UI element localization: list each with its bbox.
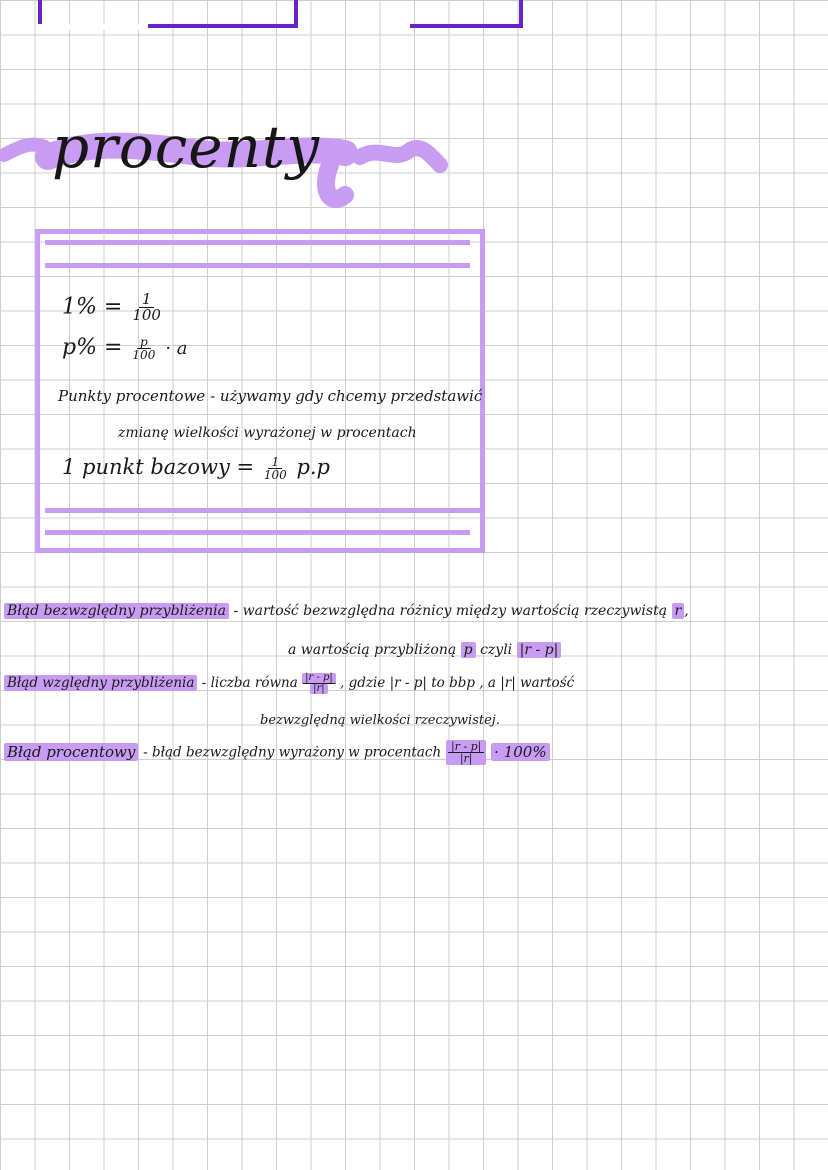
- formula-p-percent: [62, 335, 188, 361]
- box-top-bar-2: [45, 263, 470, 268]
- highlighted-term: Błąd bezwzględny przybliżenia: [4, 603, 229, 619]
- fraction: [446, 740, 486, 765]
- fraction-denominator: 100: [263, 468, 287, 482]
- definition: bezwzględną wielkości rzeczywistej.: [260, 713, 500, 728]
- highlighted-term: Błąd względny przybliżenia: [4, 675, 197, 691]
- fraction-numerator: 1: [139, 292, 155, 308]
- title-area: [0, 95, 460, 220]
- definition: , gdzie |r - p| to bbp , a |r| wartość: [340, 675, 575, 691]
- fraction-denominator: |r|: [459, 752, 473, 765]
- box-bottom-bar: [45, 508, 480, 513]
- formula-basis-point: [62, 455, 330, 481]
- highlighted-formula: |r - p|: [517, 642, 562, 658]
- definition: - błąd bezwzględny wyrażony w procentach: [143, 744, 442, 761]
- definition: - używamy gdy chcemy przedstawić: [210, 387, 483, 405]
- definition: - wartość bezwzględna różnicy między wartością rzeczywistą: [233, 603, 668, 619]
- fraction-denominator: 100: [132, 347, 156, 362]
- fraction-numerator: |r - p|: [448, 741, 484, 753]
- formula-lhs: 1% =: [62, 294, 123, 320]
- fraction: [302, 673, 336, 694]
- formula-rhs: p.p: [296, 455, 330, 479]
- relative-error-definition-line2: [260, 713, 500, 728]
- fraction-numerator: |r - p|: [302, 673, 336, 684]
- relative-error-definition: [4, 673, 574, 694]
- fraction-numerator: 1: [268, 456, 282, 469]
- page-title: procenty: [52, 113, 321, 181]
- highlighted-formula: · 100%: [491, 743, 549, 761]
- formula-lhs: 1 punkt bazowy =: [62, 455, 255, 479]
- connector-word: czyli: [480, 642, 513, 658]
- absolute-error-definition: [4, 603, 689, 619]
- fraction-denominator: 100: [132, 306, 161, 324]
- percentage-points-definition-line2: [118, 425, 417, 441]
- fraction: [129, 292, 164, 323]
- highlighted-symbol: r: [672, 603, 685, 619]
- absolute-error-definition-line2: [288, 642, 561, 658]
- box-bottom-bar-2: [45, 530, 470, 535]
- formula-rhs: · a: [165, 338, 188, 359]
- fraction: [261, 456, 290, 481]
- definition: zmianę wielkości wyrażonej w procentach: [118, 425, 417, 441]
- term: Punkty procentowe: [58, 387, 206, 405]
- punctuation: ,: [684, 603, 689, 619]
- bracket-gap: [38, 24, 148, 30]
- percentage-points-definition: [58, 387, 482, 405]
- highlighted-term: Błąd procentowy: [4, 743, 138, 761]
- definition: - liczba równa: [201, 675, 298, 691]
- box-top-bar: [45, 240, 470, 245]
- definition: a wartością przybliżoną: [288, 642, 457, 658]
- fraction-numerator: p: [137, 336, 151, 349]
- fraction-denominator: |r|: [310, 684, 328, 694]
- percentage-error-definition: [4, 740, 550, 765]
- formula-lhs: p% =: [62, 335, 123, 360]
- highlighted-symbol: p: [461, 642, 476, 658]
- top-right-bracket: [410, 0, 523, 28]
- formula-one-percent: [62, 292, 164, 323]
- fraction: [129, 336, 158, 361]
